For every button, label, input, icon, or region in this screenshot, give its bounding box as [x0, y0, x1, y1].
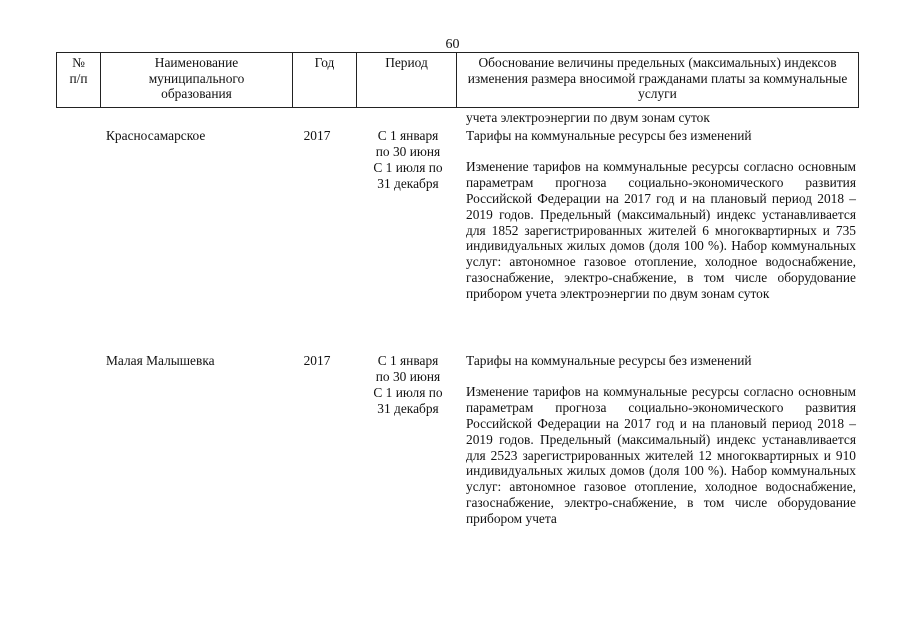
previous-row-tail: учета электроэнергии по двум зонам суток [466, 110, 710, 125]
page-number: 60 [445, 37, 460, 52]
header-basis [457, 53, 859, 108]
period [360, 353, 456, 417]
basis [466, 128, 856, 302]
header-name-text: Наименование муниципального образования [148, 55, 245, 101]
header-period-text: Период [385, 55, 428, 70]
year: 2017 [303, 128, 331, 143]
year: 2017 [303, 353, 331, 368]
table-header [56, 52, 859, 108]
header-basis-text: Обоснование величины предельных (максимальных) индексов изменения размера вносимой гражданами платы за коммунальные услуги [467, 55, 848, 101]
period [360, 128, 456, 192]
header-year-text: Год [314, 55, 335, 70]
period-second-half: С 1 июля по 31 декабря [373, 160, 443, 191]
header-period [357, 53, 457, 108]
header-name [101, 53, 293, 108]
municipality-name: Красносамарское [106, 128, 206, 143]
basis-change: Изменение тарифов на коммунальные ресурсы согласно основным параметрам прогноза социально-экономического развития Российской Федерации на 2017 год и на плановый период 2018 – 2019 годов. Предельный (максимальный) индекс устанавливается для 1852 зарегистрированных жителей 6 многоквартирных и 735 индивидуальных жилых домов (доля 100 %). Набор коммунальных услуг: автономное газовое отопление, холодное водоснабжение, газоснабжение, электро-снабжение, в том числе оборудование прибором учета электроэнергии по двум зонам суток [466, 158, 856, 302]
period-first-half: С 1 января по 30 июня [375, 353, 441, 384]
header-number [57, 53, 101, 108]
basis [466, 353, 856, 527]
basis-no-change: Тарифы на коммунальные ресурсы без изменений [466, 353, 752, 368]
period-first-half: С 1 января по 30 июня [375, 128, 441, 159]
basis-change: Изменение тарифов на коммунальные ресурсы согласно основным параметрам прогноза социально-экономического развития Российской Федерации на 2017 год и на плановый период 2018 – 2019 годов. Предельный (максимальный) индекс устанавливается для 2523 зарегистрированных жителей 12 многоквартирных и 910 индивидуальных жилых домов (доля 100 %). Набор коммунальных услуг: автономное газовое отопление, холодное водоснабжение, газоснабжение, электро-снабжение, в том числе оборудование прибором учета [466, 383, 856, 527]
municipality-name: Малая Малышевка [106, 353, 215, 368]
period-second-half: С 1 июля по 31 декабря [373, 385, 443, 416]
header-number-text: № п/п [69, 55, 88, 86]
header-year [293, 53, 357, 108]
basis-no-change: Тарифы на коммунальные ресурсы без изменений [466, 128, 752, 143]
